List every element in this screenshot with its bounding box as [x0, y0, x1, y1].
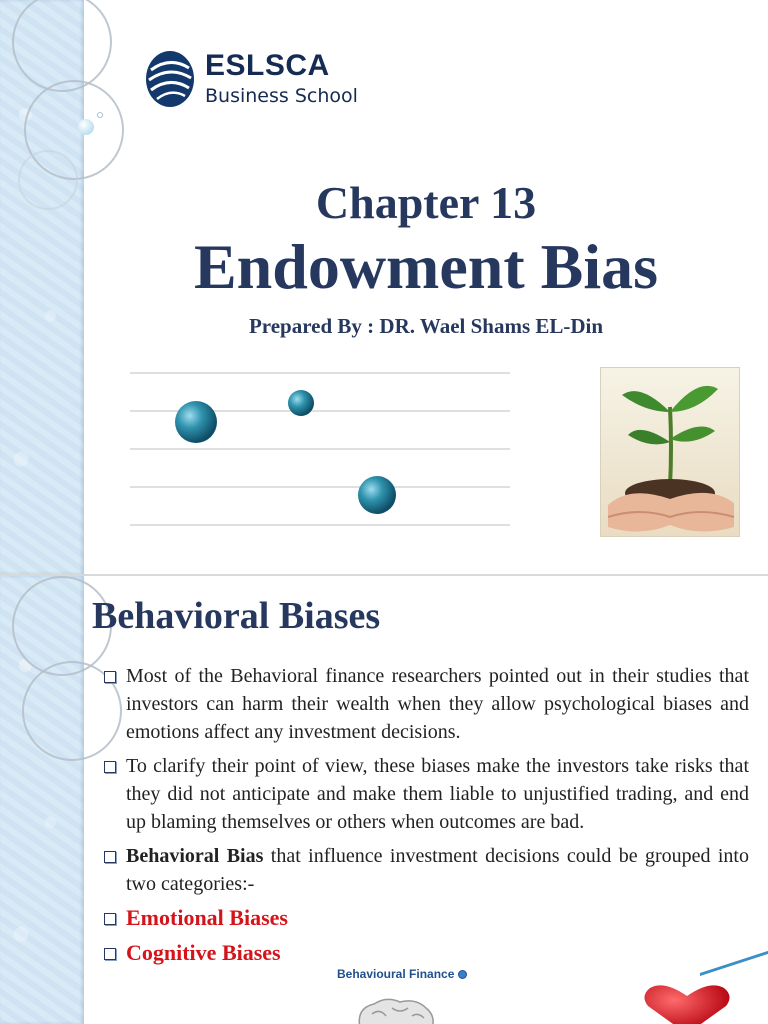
- checkbox-bullet-icon: [104, 842, 126, 898]
- logo-subtitle: Business School: [205, 84, 358, 107]
- slide-heading: Behavioral Biases: [92, 595, 381, 637]
- slide-title: Endowment Bias: [193, 231, 659, 302]
- logo-name: ESLSCA: [205, 48, 330, 82]
- list-item: [104, 939, 749, 968]
- decor-lines-with-spheres: [130, 365, 512, 530]
- checkbox-bullet-icon: [104, 662, 126, 746]
- decor-ring: [18, 150, 78, 210]
- content-slide: [0, 576, 768, 1024]
- brain-icon: [356, 998, 436, 1024]
- list-item: [104, 904, 749, 933]
- list-item: To clarify their point of view, these biases make the investors take risks that they did not anticipate and make them liable to unjustified trading, and end up blaming themselves or others when outcomes are bad.: [104, 752, 749, 836]
- school-logo: [145, 50, 358, 108]
- eslsca-logo-icon: [145, 50, 195, 108]
- list-item: Most of the Behavioral finance researchers pointed out in their studies that investors can harm their wealth when they allow psychological biases and emotions affect any investment decisions.: [104, 662, 749, 746]
- decor-ring: [12, 0, 112, 92]
- decor-dot: [78, 119, 94, 135]
- eye-icon: [458, 970, 467, 979]
- bullet-list: [104, 662, 749, 974]
- heart-icon: [640, 984, 734, 1024]
- list-item: Behavioral Bias that influence investment decisions could be grouped into two categories:-: [104, 842, 749, 898]
- checkbox-bullet-icon: [104, 904, 126, 933]
- checkbox-bullet-icon: [104, 939, 126, 968]
- chapter-label: Chapter 13: [315, 177, 537, 228]
- behavioural-finance-label: Behavioural Finance: [337, 967, 467, 981]
- checkbox-bullet-icon: [104, 752, 126, 836]
- plant-in-hands-icon: [600, 367, 740, 537]
- emotional-biases-label: Emotional Biases: [126, 905, 288, 930]
- bold-term: Behavioral Bias: [126, 845, 264, 867]
- decor-dot: [97, 112, 103, 118]
- prepared-by: Prepared By : DR. Wael Shams EL-Din: [248, 314, 604, 338]
- cognitive-biases-label: Cognitive Biases: [126, 940, 281, 965]
